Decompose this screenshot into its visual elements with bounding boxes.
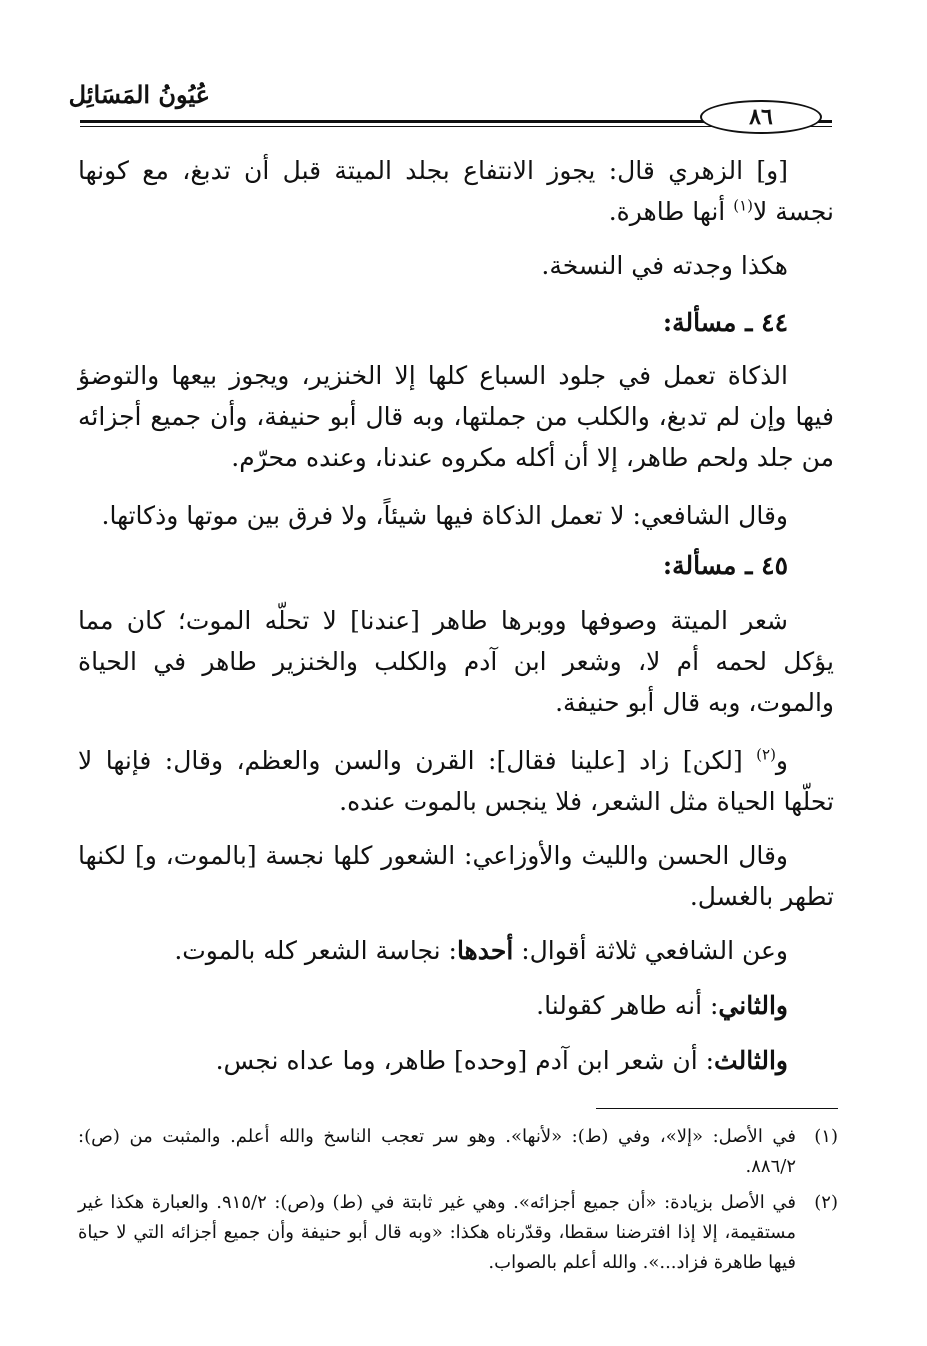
masala-44-heading (78, 302, 834, 343)
shafii-three-views (78, 930, 834, 971)
footnotes (78, 1122, 838, 1284)
footnote-2-text: في الأصل بزيادة: «أن جميع أجزائه». وهي غير ثابتة في (ط) و(ص): ٩١٥/٢. والعبارة هكذا غير مستقيمة، إلا إذا افترضنا سقطا، وقدّرناه هكذا: «وبه قال أبو حنيفة وأن جميع أجزائه التي لا حياة فيها طاهرة فزاد...». والله أعلم بالصواب. (78, 1192, 796, 1273)
masala-45-heading (78, 545, 834, 586)
running-header-title: عُيُونُ المَسَائِل (68, 80, 210, 109)
masala-45-body (78, 600, 834, 723)
paragraph-hasan (78, 835, 834, 917)
paragraph-5: شعر الميتة وصوفها ووبرها طاهر [عندنا] لا تحلّه الموت؛ كان مما يؤكل لحمه أم لا، وشعر ابن آدم والكلب والخنزير طاهر في الحياة والموت، وبه قال أبو حنيفة. (78, 606, 834, 717)
page-number: ٨٦ (700, 100, 822, 134)
paragraph-8-bold: أحدها (456, 936, 514, 965)
footnote-separator (596, 1108, 838, 1109)
paragraph-1-end: أنها طاهرة. (608, 197, 734, 226)
footnote-1-text: في الأصل: «إلا»، وفي (ط): «لأنها». وهو سر تعجب الناسخ والله أعلم. والمثبت من (ص): ٨٨٦/٢. (78, 1126, 797, 1177)
paragraph-10 (78, 1040, 834, 1081)
shafii-44 (78, 495, 834, 536)
third-view (78, 1040, 834, 1081)
paragraph-8-post: : نجاسة الشعر كله بالموت. (174, 936, 457, 965)
footnote-2 (78, 1188, 838, 1278)
paragraph-6 (78, 740, 834, 822)
paragraph-7: وقال الحسن والليث والأوزاعي: الشعور كلها نجسة [بالموت، و] لكنها تطهر بالغسل. (78, 841, 834, 911)
paragraph-zuhri (78, 150, 834, 232)
footnote-1-number: (١) (814, 1126, 838, 1147)
paragraph-1-text: [و] الزهري قال: يجوز الانتفاع بجلد الميتة قبل أن تدبغ، مع كونها نجسة لا (78, 156, 834, 226)
paragraph-1 (78, 150, 834, 232)
paragraph-10-bold: والثالث (714, 1046, 788, 1075)
paragraph-4: وقال الشافعي: لا تعمل الذكاة فيها شيئاً، ولا فرق بين موتها وذكاتها. (101, 501, 788, 530)
footnote-ref-1[interactable]: (١) (733, 196, 753, 215)
paragraph-6-start: و (775, 746, 788, 775)
paragraph-2: هكذا وجدته في النسخة. (541, 251, 788, 280)
footnote-1 (78, 1122, 838, 1182)
paragraph-3: الذكاة تعمل في جلود السباع كلها إلا الخنزير، ويجوز بيعها والتوضؤ فيها وإن لم تدبغ، والكلب من جملتها، وبه قال أبو حنيفة، وأن جميع أجزائه من جلد ولحم طاهر، إلا أن أكله مكروه عندنا، وعنده محرّم. (78, 361, 834, 472)
paragraph-note (78, 245, 834, 286)
heading-45: ٤٥ ـ مسألة: (662, 551, 788, 580)
paragraph-lakin (78, 740, 834, 822)
second-view (78, 985, 834, 1026)
paragraph-9 (78, 985, 834, 1026)
footnote-2-number: (٢) (814, 1192, 838, 1213)
header-rule (80, 98, 832, 134)
paragraph-8 (78, 930, 834, 971)
paragraph-6-text: [لكن] زاد [علينا فقال]: القرن والسن والعظم، وقال: فإنها لا تحلّها الحياة مثل الشعر، فلا ينجس بالموت عنده. (78, 746, 834, 816)
paragraph-9-bold: والثاني (718, 991, 788, 1020)
masala-44-body (78, 355, 834, 478)
heading-44: ٤٤ ـ مسألة: (662, 308, 788, 337)
footnote-ref-2[interactable]: (٢) (756, 745, 776, 764)
paragraph-9-post: : أنه طاهر كقولنا. (536, 991, 719, 1020)
paragraph-8-pre: وعن الشافعي ثلاثة أقوال: (513, 936, 788, 965)
paragraph-10-post: : أن شعر ابن آدم [وحده] طاهر، وما عداه نجس. (215, 1046, 715, 1075)
